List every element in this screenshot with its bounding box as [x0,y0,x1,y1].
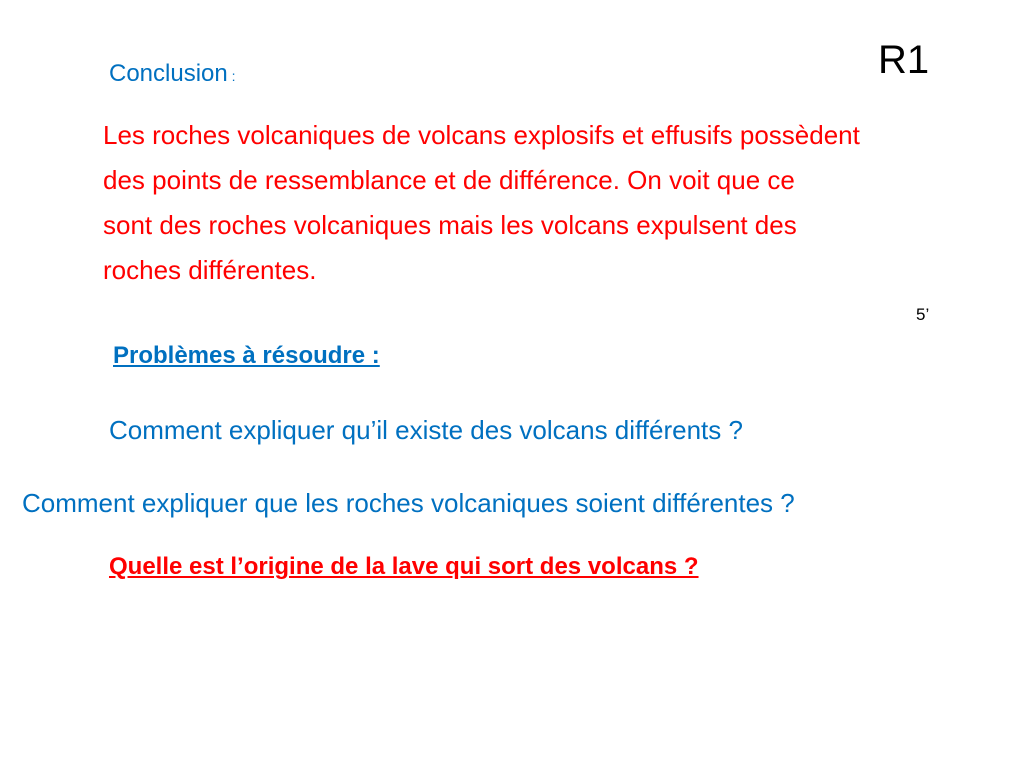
question-volcano-differences: Comment expliquer qu’il existe des volcans différents ? [109,415,743,445]
conclusion-line: des points de ressemblance et de différence. On voit que ce [103,165,795,195]
conclusion-line: Les roches volcaniques de volcans explosifs et effusifs possèdent [103,120,860,150]
question-rock-differences: Comment expliquer que les roches volcaniques soient différentes ? [22,488,795,518]
duration-label: 5’ [916,305,930,324]
conclusion-paragraph [103,113,1003,293]
problems-heading: Problèmes à résoudre : [113,342,380,369]
conclusion-title-text: Conclusion [109,60,228,87]
conclusion-line: roches différentes. [103,255,317,285]
conclusion-line: sont des roches volcaniques mais les volcans expulsent des [103,210,797,240]
conclusion-title [109,60,236,88]
conclusion-title-colon: : [227,68,236,84]
question-lava-origin: Quelle est l’origine de la lave qui sort des volcans ? [109,553,699,580]
slide-id-label: R1 [878,38,930,82]
